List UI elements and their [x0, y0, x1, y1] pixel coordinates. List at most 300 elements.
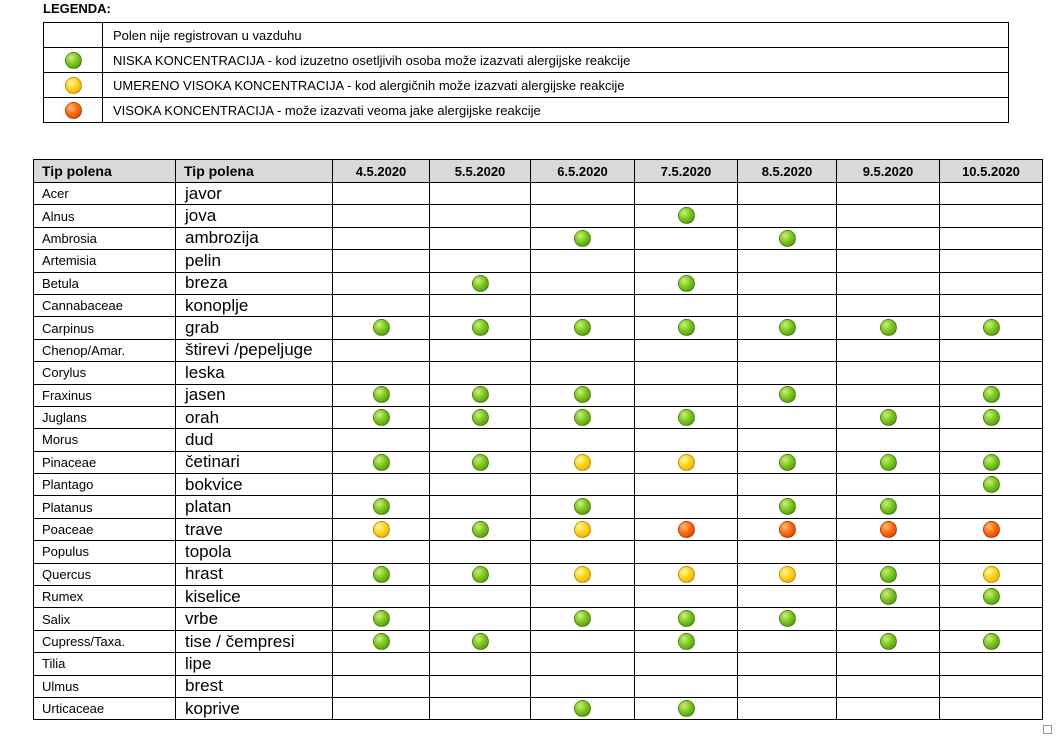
pollen-local-name: jasen — [176, 384, 333, 406]
concentration-cell — [940, 272, 1043, 294]
concentration-cell — [531, 675, 635, 697]
green-dot-icon — [779, 319, 796, 336]
concentration-cell — [531, 205, 635, 227]
green-dot-icon — [373, 454, 390, 471]
concentration-cell — [940, 339, 1043, 361]
concentration-cell — [531, 406, 635, 428]
green-dot-icon — [472, 633, 489, 650]
concentration-cell — [635, 406, 738, 428]
green-dot-icon — [678, 633, 695, 650]
concentration-cell — [837, 586, 940, 608]
pollen-local-name: konoplje — [176, 294, 333, 316]
concentration-cell — [738, 272, 837, 294]
green-dot-icon — [65, 52, 82, 69]
green-dot-icon — [880, 319, 897, 336]
concentration-cell — [430, 451, 531, 473]
green-dot-icon — [373, 633, 390, 650]
pollen-latin-name: Artemisia — [34, 250, 176, 272]
table-row — [34, 541, 1043, 563]
concentration-cell — [738, 384, 837, 406]
concentration-cell — [940, 474, 1043, 496]
concentration-cell — [635, 518, 738, 540]
col-header-date: 6.5.2020 — [531, 160, 635, 183]
legend-swatch-low — [44, 48, 103, 73]
concentration-cell — [837, 205, 940, 227]
concentration-cell — [531, 496, 635, 518]
concentration-cell — [738, 362, 837, 384]
concentration-cell — [430, 474, 531, 496]
concentration-cell — [430, 250, 531, 272]
green-dot-icon — [983, 454, 1000, 471]
concentration-cell — [837, 675, 940, 697]
concentration-cell — [430, 496, 531, 518]
concentration-cell — [333, 250, 430, 272]
pollen-local-name: topola — [176, 541, 333, 563]
green-dot-icon — [983, 386, 1000, 403]
concentration-cell — [333, 586, 430, 608]
pollen-latin-name: Chenop/Amar. — [34, 339, 176, 361]
col-header-local: Tip polena — [176, 160, 333, 183]
col-header-latin: Tip polena — [34, 160, 176, 183]
concentration-cell — [837, 250, 940, 272]
concentration-cell — [837, 294, 940, 316]
concentration-cell — [940, 518, 1043, 540]
concentration-cell — [635, 294, 738, 316]
concentration-cell — [430, 429, 531, 451]
table-row — [34, 429, 1043, 451]
table-row — [34, 362, 1043, 384]
concentration-cell — [531, 451, 635, 473]
concentration-cell — [940, 317, 1043, 339]
concentration-cell — [430, 541, 531, 563]
pollen-local-name: leska — [176, 362, 333, 384]
concentration-cell — [531, 250, 635, 272]
concentration-cell — [940, 227, 1043, 249]
table-row — [34, 384, 1043, 406]
concentration-cell — [738, 183, 837, 205]
table-row — [34, 675, 1043, 697]
pollen-latin-name: Pinaceae — [34, 451, 176, 473]
col-header-date: 5.5.2020 — [430, 160, 531, 183]
yellow-dot-icon — [574, 521, 591, 538]
legend-row — [44, 48, 1009, 73]
green-dot-icon — [678, 610, 695, 627]
concentration-cell — [738, 518, 837, 540]
concentration-cell — [430, 205, 531, 227]
concentration-cell — [837, 317, 940, 339]
concentration-cell — [738, 496, 837, 518]
pollen-latin-name: Morus — [34, 429, 176, 451]
concentration-cell — [635, 227, 738, 249]
concentration-cell — [837, 563, 940, 585]
green-dot-icon — [880, 566, 897, 583]
concentration-cell — [940, 362, 1043, 384]
pollen-local-name: štirevi /pepeljuge — [176, 339, 333, 361]
concentration-cell — [635, 339, 738, 361]
concentration-cell — [333, 183, 430, 205]
concentration-cell — [531, 518, 635, 540]
concentration-cell — [940, 451, 1043, 473]
concentration-cell — [531, 630, 635, 652]
concentration-cell — [333, 339, 430, 361]
concentration-cell — [635, 317, 738, 339]
pollen-latin-name: Carpinus — [34, 317, 176, 339]
concentration-cell — [531, 362, 635, 384]
yellow-dot-icon — [574, 566, 591, 583]
legend-row — [44, 73, 1009, 98]
concentration-cell — [837, 474, 940, 496]
concentration-cell — [430, 608, 531, 630]
yellow-dot-icon — [678, 566, 695, 583]
legend-text-none: Polen nije registrovan u vazduhu — [103, 23, 1009, 48]
pollen-local-name: koprive — [176, 697, 333, 719]
concentration-cell — [738, 250, 837, 272]
concentration-cell — [738, 608, 837, 630]
concentration-cell — [837, 339, 940, 361]
green-dot-icon — [983, 409, 1000, 426]
concentration-cell — [837, 451, 940, 473]
concentration-cell — [738, 630, 837, 652]
legend-swatch-none — [44, 23, 103, 48]
concentration-cell — [333, 541, 430, 563]
green-dot-icon — [779, 386, 796, 403]
orange-dot-icon — [678, 521, 695, 538]
concentration-cell — [333, 608, 430, 630]
table-row — [34, 653, 1043, 675]
green-dot-icon — [983, 319, 1000, 336]
concentration-cell — [333, 362, 430, 384]
table-row — [34, 272, 1043, 294]
table-header-row — [34, 160, 1043, 183]
pollen-latin-name: Acer — [34, 183, 176, 205]
concentration-cell — [531, 339, 635, 361]
concentration-cell — [837, 496, 940, 518]
col-header-date: 8.5.2020 — [738, 160, 837, 183]
concentration-cell — [430, 586, 531, 608]
concentration-cell — [333, 451, 430, 473]
orange-dot-icon — [65, 102, 82, 119]
concentration-cell — [531, 183, 635, 205]
concentration-cell — [531, 474, 635, 496]
concentration-cell — [738, 541, 837, 563]
concentration-cell — [635, 675, 738, 697]
pollen-latin-name: Alnus — [34, 205, 176, 227]
concentration-cell — [940, 384, 1043, 406]
concentration-cell — [635, 205, 738, 227]
pollen-local-name: vrbe — [176, 608, 333, 630]
concentration-cell — [635, 563, 738, 585]
concentration-cell — [430, 563, 531, 585]
concentration-cell — [430, 317, 531, 339]
table-row — [34, 697, 1043, 719]
table-row — [34, 563, 1043, 585]
concentration-cell — [430, 406, 531, 428]
concentration-cell — [333, 429, 430, 451]
pollen-local-name: jova — [176, 205, 333, 227]
concentration-cell — [531, 384, 635, 406]
concentration-cell — [333, 294, 430, 316]
pollen-local-name: lipe — [176, 653, 333, 675]
concentration-cell — [333, 272, 430, 294]
concentration-cell — [531, 541, 635, 563]
green-dot-icon — [574, 386, 591, 403]
table-row — [34, 608, 1043, 630]
concentration-cell — [837, 541, 940, 563]
pollen-latin-name: Ambrosia — [34, 227, 176, 249]
pollen-latin-name: Platanus — [34, 496, 176, 518]
concentration-cell — [531, 608, 635, 630]
green-dot-icon — [880, 588, 897, 605]
yellow-dot-icon — [574, 454, 591, 471]
green-dot-icon — [983, 476, 1000, 493]
green-dot-icon — [574, 319, 591, 336]
pollen-latin-name: Cupress/Taxa. — [34, 630, 176, 652]
pollen-latin-name: Poaceae — [34, 518, 176, 540]
concentration-cell — [738, 294, 837, 316]
concentration-cell — [635, 183, 738, 205]
table-row — [34, 474, 1043, 496]
green-dot-icon — [373, 566, 390, 583]
concentration-cell — [837, 183, 940, 205]
concentration-cell — [333, 384, 430, 406]
concentration-cell — [531, 653, 635, 675]
concentration-cell — [635, 250, 738, 272]
concentration-cell — [531, 697, 635, 719]
concentration-cell — [940, 563, 1043, 585]
green-dot-icon — [678, 700, 695, 717]
yellow-dot-icon — [678, 454, 695, 471]
concentration-cell — [738, 675, 837, 697]
yellow-dot-icon — [983, 566, 1000, 583]
legend-text-high: VISOKA KONCENTRACIJA - može izazvati veoma jake alergijske reakcije — [103, 98, 1009, 123]
concentration-cell — [430, 675, 531, 697]
concentration-cell — [430, 518, 531, 540]
pollen-local-name: pelin — [176, 250, 333, 272]
concentration-cell — [635, 451, 738, 473]
concentration-cell — [940, 183, 1043, 205]
concentration-cell — [635, 384, 738, 406]
concentration-cell — [837, 518, 940, 540]
pollen-local-name: orah — [176, 406, 333, 428]
concentration-cell — [430, 384, 531, 406]
legend-text-low: NISKA KONCENTRACIJA - kod izuzetno osetljivih osoba može izazvati alergijske reakcije — [103, 48, 1009, 73]
concentration-cell — [430, 294, 531, 316]
concentration-cell — [940, 697, 1043, 719]
pollen-local-name: dud — [176, 429, 333, 451]
pollen-latin-name: Populus — [34, 541, 176, 563]
orange-dot-icon — [779, 521, 796, 538]
concentration-cell — [738, 474, 837, 496]
concentration-cell — [635, 272, 738, 294]
concentration-cell — [430, 227, 531, 249]
col-header-date: 4.5.2020 — [333, 160, 430, 183]
concentration-cell — [940, 205, 1043, 227]
concentration-cell — [738, 451, 837, 473]
pollen-local-name: kiselice — [176, 586, 333, 608]
green-dot-icon — [678, 207, 695, 224]
concentration-cell — [430, 653, 531, 675]
green-dot-icon — [472, 454, 489, 471]
green-dot-icon — [373, 498, 390, 515]
concentration-cell — [430, 362, 531, 384]
pollen-latin-name: Juglans — [34, 406, 176, 428]
concentration-cell — [940, 586, 1043, 608]
green-dot-icon — [574, 700, 591, 717]
table-row — [34, 294, 1043, 316]
green-dot-icon — [779, 498, 796, 515]
concentration-cell — [430, 272, 531, 294]
concentration-cell — [837, 406, 940, 428]
concentration-cell — [940, 406, 1043, 428]
table-row — [34, 586, 1043, 608]
green-dot-icon — [983, 633, 1000, 650]
concentration-cell — [635, 362, 738, 384]
green-dot-icon — [574, 610, 591, 627]
legend-swatch-high — [44, 98, 103, 123]
green-dot-icon — [574, 498, 591, 515]
pollen-local-name: breza — [176, 272, 333, 294]
concentration-cell — [430, 183, 531, 205]
concentration-cell — [837, 362, 940, 384]
pollen-latin-name: Salix — [34, 608, 176, 630]
legend-row — [44, 98, 1009, 123]
concentration-cell — [837, 272, 940, 294]
table-row — [34, 518, 1043, 540]
concentration-cell — [837, 384, 940, 406]
pollen-latin-name: Betula — [34, 272, 176, 294]
pollen-table — [33, 159, 1043, 720]
concentration-cell — [635, 541, 738, 563]
concentration-cell — [940, 294, 1043, 316]
concentration-cell — [333, 317, 430, 339]
concentration-cell — [738, 205, 837, 227]
concentration-cell — [531, 317, 635, 339]
pollen-latin-name: Cannabaceae — [34, 294, 176, 316]
concentration-cell — [837, 653, 940, 675]
green-dot-icon — [574, 230, 591, 247]
green-dot-icon — [373, 386, 390, 403]
pollen-latin-name: Plantago — [34, 474, 176, 496]
concentration-cell — [837, 630, 940, 652]
concentration-cell — [635, 653, 738, 675]
concentration-cell — [635, 697, 738, 719]
concentration-cell — [333, 474, 430, 496]
concentration-cell — [837, 429, 940, 451]
concentration-cell — [738, 227, 837, 249]
col-header-date: 9.5.2020 — [837, 160, 940, 183]
yellow-dot-icon — [779, 566, 796, 583]
concentration-cell — [531, 294, 635, 316]
concentration-cell — [333, 227, 430, 249]
concentration-cell — [333, 205, 430, 227]
pollen-local-name: grab — [176, 317, 333, 339]
green-dot-icon — [472, 566, 489, 583]
col-header-date: 10.5.2020 — [940, 160, 1043, 183]
pollen-latin-name: Tilia — [34, 653, 176, 675]
legend-table — [43, 22, 1009, 123]
concentration-cell — [635, 586, 738, 608]
green-dot-icon — [880, 409, 897, 426]
concentration-cell — [940, 429, 1043, 451]
pollen-local-name: hrast — [176, 563, 333, 585]
orange-dot-icon — [983, 521, 1000, 538]
concentration-cell — [531, 429, 635, 451]
green-dot-icon — [574, 409, 591, 426]
concentration-cell — [940, 250, 1043, 272]
pollen-latin-name: Urticaceae — [34, 697, 176, 719]
concentration-cell — [940, 653, 1043, 675]
legend-text-mid: UMERENO VISOKA KONCENTRACIJA - kod alergičnih može izazvati alergijske reakcije — [103, 73, 1009, 98]
concentration-cell — [635, 630, 738, 652]
concentration-cell — [738, 429, 837, 451]
green-dot-icon — [678, 319, 695, 336]
pollen-local-name: četinari — [176, 451, 333, 473]
pollen-local-name: trave — [176, 518, 333, 540]
green-dot-icon — [983, 588, 1000, 605]
green-dot-icon — [373, 409, 390, 426]
concentration-cell — [333, 496, 430, 518]
concentration-cell — [940, 608, 1043, 630]
resize-handle[interactable] — [1043, 725, 1052, 734]
table-row — [34, 317, 1043, 339]
table-row — [34, 630, 1043, 652]
green-dot-icon — [472, 521, 489, 538]
concentration-cell — [837, 608, 940, 630]
concentration-cell — [738, 697, 837, 719]
concentration-cell — [531, 272, 635, 294]
concentration-cell — [333, 630, 430, 652]
concentration-cell — [837, 227, 940, 249]
concentration-cell — [738, 586, 837, 608]
pollen-local-name: bokvice — [176, 474, 333, 496]
pollen-latin-name: Fraxinus — [34, 384, 176, 406]
concentration-cell — [635, 474, 738, 496]
green-dot-icon — [779, 230, 796, 247]
concentration-cell — [531, 563, 635, 585]
green-dot-icon — [472, 409, 489, 426]
pollen-local-name: brest — [176, 675, 333, 697]
concentration-cell — [333, 675, 430, 697]
concentration-cell — [635, 608, 738, 630]
concentration-cell — [940, 496, 1043, 518]
col-header-date: 7.5.2020 — [635, 160, 738, 183]
concentration-cell — [940, 630, 1043, 652]
yellow-dot-icon — [65, 77, 82, 94]
concentration-cell — [738, 406, 837, 428]
pollen-local-name: ambrozija — [176, 227, 333, 249]
concentration-cell — [738, 563, 837, 585]
green-dot-icon — [373, 610, 390, 627]
concentration-cell — [333, 406, 430, 428]
pollen-local-name: javor — [176, 183, 333, 205]
green-dot-icon — [678, 409, 695, 426]
table-row — [34, 183, 1043, 205]
yellow-dot-icon — [373, 521, 390, 538]
concentration-cell — [940, 541, 1043, 563]
concentration-cell — [738, 339, 837, 361]
concentration-cell — [333, 563, 430, 585]
table-row — [34, 339, 1043, 361]
concentration-cell — [531, 227, 635, 249]
pollen-latin-name: Rumex — [34, 586, 176, 608]
green-dot-icon — [779, 454, 796, 471]
concentration-cell — [531, 586, 635, 608]
concentration-cell — [333, 518, 430, 540]
concentration-cell — [430, 339, 531, 361]
pollen-latin-name: Corylus — [34, 362, 176, 384]
green-dot-icon — [472, 386, 489, 403]
pollen-table-body — [34, 183, 1043, 720]
